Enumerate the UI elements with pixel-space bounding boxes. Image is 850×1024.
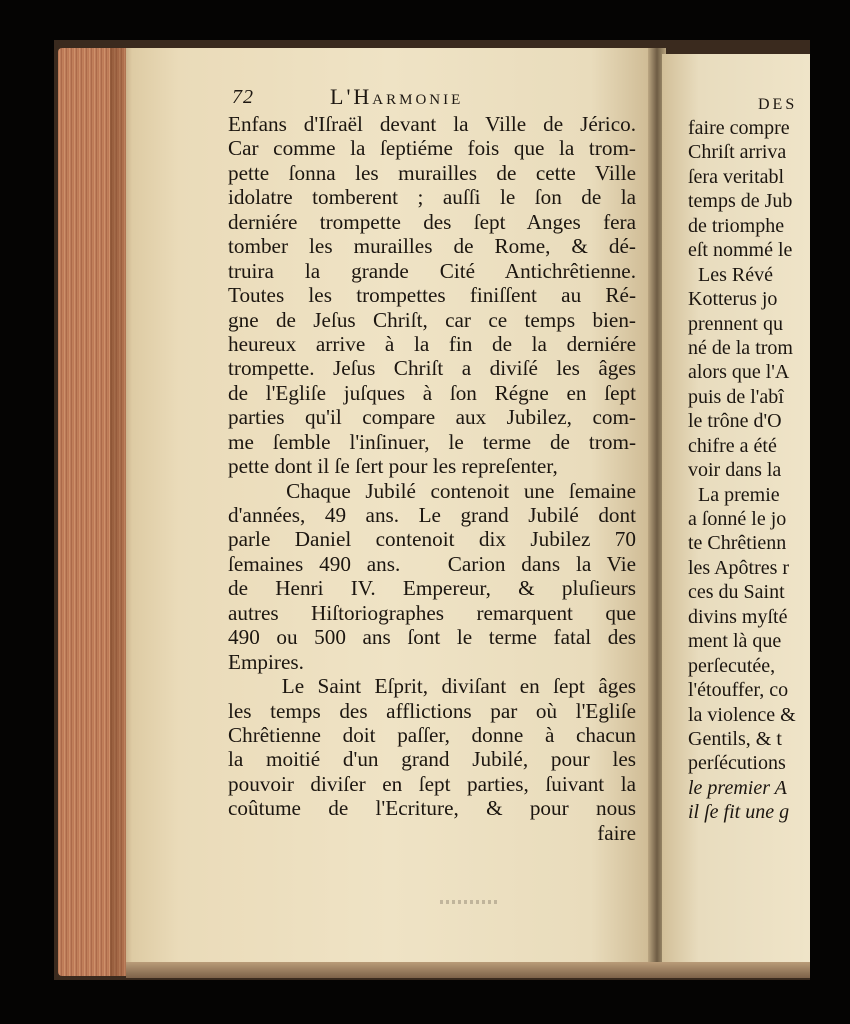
left-body-text (228, 112, 636, 845)
text-line: pette dont il ſe ſert pour les repreſenter, (228, 454, 558, 479)
text-line: Chrêtienne doit paſſer, donne à chacun (228, 722, 636, 747)
text-line: les Apôtres r (688, 556, 790, 579)
text-line: 490 ou 500 ans ſont le terme fatal des (228, 625, 636, 650)
text-line: faire compre (688, 117, 790, 139)
edge-shadow (110, 48, 132, 976)
text-line: parties qu'il compare aux Jubilez, com- (228, 405, 636, 430)
text-line: eſt nommé le (688, 239, 793, 262)
text-line: Enfans d'Iſraël devant la Ville de Jérico. (228, 112, 636, 136)
text-line: né de la trom (688, 336, 793, 359)
text-line: idolatre tomberent ; auſſi le ſon de la (228, 185, 636, 210)
text-line: te Chrêtienn (688, 532, 787, 555)
text-line: a ſonné le jo (688, 508, 787, 530)
text-line: Chaque Jubilé contenoit une ſemaine (228, 478, 636, 503)
text-line: perſecutée, (688, 654, 776, 677)
text-line: prennent qu (688, 312, 783, 335)
text-line: l'étouffer, co (688, 679, 789, 702)
right-body-text (688, 116, 810, 876)
text-line: la violence & (688, 703, 796, 726)
text-line: divins myſté (688, 605, 788, 628)
catchword: faire (597, 820, 636, 845)
text-line: tomber les murailles de Rome, & dé- (228, 234, 636, 259)
text-line: trompette. Jeſus Chriſt a diviſé les âges (228, 356, 636, 381)
text-line: il ſe fit une g (688, 801, 790, 824)
text-line: autres Hiſtoriographes remarquent que (228, 600, 636, 625)
text-line: coûtume de l'Ecriture, & pour nous (228, 796, 636, 821)
text-line: truira la grande Cité Antichrêtienne. (228, 258, 636, 283)
text-line: Gentils, & t (688, 727, 782, 750)
running-head-left: L'Harmonie (330, 84, 464, 109)
text-line: Les Révé (688, 263, 773, 286)
text-line: le premier A (688, 776, 787, 799)
text-line: de l'Egliſe juſques à ſon Régne en ſept (228, 380, 636, 405)
text-line: Empires. (228, 649, 304, 674)
text-line: Car comme la ſeptiéme fois que la trom- (228, 136, 636, 161)
text-line: d'années, 49 ans. Le grand Jubilé dont (228, 503, 636, 527)
text-line: parle Daniel contenoit dix Jubilez 70 (228, 527, 636, 552)
text-line: La premie (688, 483, 780, 506)
text-line: ment là que (688, 630, 782, 653)
text-line: pouvoir diviſer en ſept parties, ſuivant la (228, 771, 636, 796)
text-line: puis de l'abî (688, 385, 784, 408)
bottom-edge (126, 962, 810, 978)
text-line: Kotterus jo (688, 288, 778, 311)
text-line: de Henri IV. Empereur, & pluſieurs (228, 576, 636, 601)
text-line: derniére trompette des ſept Anges fera (228, 209, 636, 234)
page-ornament (440, 900, 500, 904)
text-line: perſécutions (688, 752, 786, 775)
text-line: Le Saint Eſprit, diviſant en ſept âges (228, 674, 636, 699)
text-line: Chriſt arriva (688, 141, 787, 164)
text-line: alors que l'A (688, 361, 790, 384)
page-number: 72 (232, 86, 254, 108)
text-line: ſera veritabl (688, 165, 785, 188)
text-line: la moitié d'un grand Jubilé, pour les (228, 747, 636, 772)
text-line: me ſemble l'inſinuer, le terme de trom- (228, 429, 636, 454)
text-line: gne de Jeſus Chriſt, car ce temps bien- (228, 307, 636, 332)
text-line: de triomphe (688, 214, 785, 237)
text-line: heureux arrive à la fin de la derniére (228, 331, 636, 356)
text-line: le trône d'O (688, 410, 782, 433)
text-line: temps de Jub (688, 190, 793, 213)
text-line: voir dans la (688, 459, 782, 482)
text-line: ces du Saint (688, 581, 785, 604)
text-line: ſemaines 490 ans. Carion dans la Vie (228, 551, 636, 576)
text-line: les temps des afflictions par où l'Egliſe (228, 698, 636, 723)
text-line: pette ſonna les murailles de cette Ville (228, 160, 636, 185)
text-line: chifre a été (688, 434, 777, 457)
running-head-right: DES (758, 96, 798, 113)
text-line: Toutes les trompettes finiſſent au Ré- (228, 283, 636, 308)
